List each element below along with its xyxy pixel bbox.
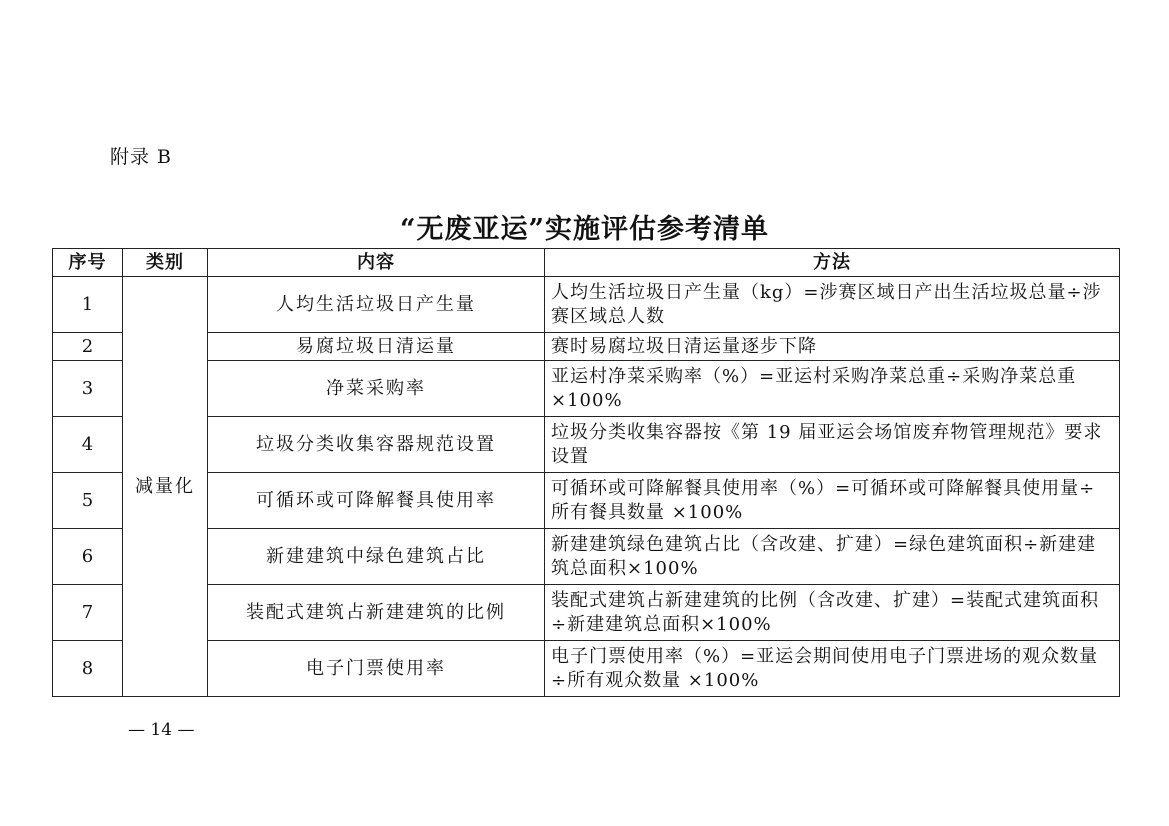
- table-row: [53, 585, 1120, 641]
- row-method: 赛时易腐垃圾日清运量逐步下降: [545, 333, 1120, 361]
- row-no: 6: [53, 529, 123, 585]
- table-header-row: [53, 249, 1120, 277]
- header-no: 序号: [53, 249, 123, 277]
- row-no: 5: [53, 473, 123, 529]
- header-method: 方法: [545, 249, 1120, 277]
- row-content: 电子门票使用率: [208, 641, 545, 697]
- table-row: [53, 641, 1120, 697]
- header-content: 内容: [208, 249, 545, 277]
- row-no: 1: [53, 277, 123, 333]
- appendix-label: 附录 B: [110, 146, 173, 168]
- row-no: 7: [53, 585, 123, 641]
- row-method: 可循环或可降解餐具使用率（%）=可循环或可降解餐具使用量÷所有餐具数量 ×100%: [545, 473, 1120, 529]
- page-number: — 14 —: [128, 720, 195, 740]
- table-row: [53, 417, 1120, 473]
- table-row: [53, 529, 1120, 585]
- row-content: 装配式建筑占新建建筑的比例: [208, 585, 545, 641]
- row-content: 人均生活垃圾日产生量: [208, 277, 545, 333]
- row-content: 新建建筑中绿色建筑占比: [208, 529, 545, 585]
- header-category: 类别: [123, 249, 208, 277]
- row-content: 垃圾分类收集容器规范设置: [208, 417, 545, 473]
- table-row: [53, 333, 1120, 361]
- table-row: [53, 361, 1120, 417]
- table-row: [53, 277, 1120, 333]
- row-no: 2: [53, 333, 123, 361]
- row-method: 亚运村净菜采购率（%）=亚运村采购净菜总重÷采购净菜总重×100%: [545, 361, 1120, 417]
- row-content: 易腐垃圾日清运量: [208, 333, 545, 361]
- row-content: 可循环或可降解餐具使用率: [208, 473, 545, 529]
- document-title: “无废亚运”实施评估参考清单: [399, 214, 770, 245]
- table-row: [53, 473, 1120, 529]
- row-no: 3: [53, 361, 123, 417]
- row-content: 净菜采购率: [208, 361, 545, 417]
- row-method: 装配式建筑占新建建筑的比例（含改建、扩建）=装配式建筑面积÷新建建筑总面积×100%: [545, 585, 1120, 641]
- row-no: 8: [53, 641, 123, 697]
- row-no: 4: [53, 417, 123, 473]
- row-method: 电子门票使用率（%）=亚运会期间使用电子门票进场的观众数量÷所有观众数量 ×100%: [545, 641, 1120, 697]
- row-method: 人均生活垃圾日产生量（kg）=涉赛区域日产出生活垃圾总量÷涉赛区域总人数: [545, 277, 1120, 333]
- row-method: 垃圾分类收集容器按《第 19 届亚运会场馆废弃物管理规范》要求设置: [545, 417, 1120, 473]
- evaluation-checklist-table: [52, 248, 1120, 697]
- category-cell: 减量化: [123, 277, 208, 697]
- row-method: 新建建筑绿色建筑占比（含改建、扩建）=绿色建筑面积÷新建建筑总面积×100%: [545, 529, 1120, 585]
